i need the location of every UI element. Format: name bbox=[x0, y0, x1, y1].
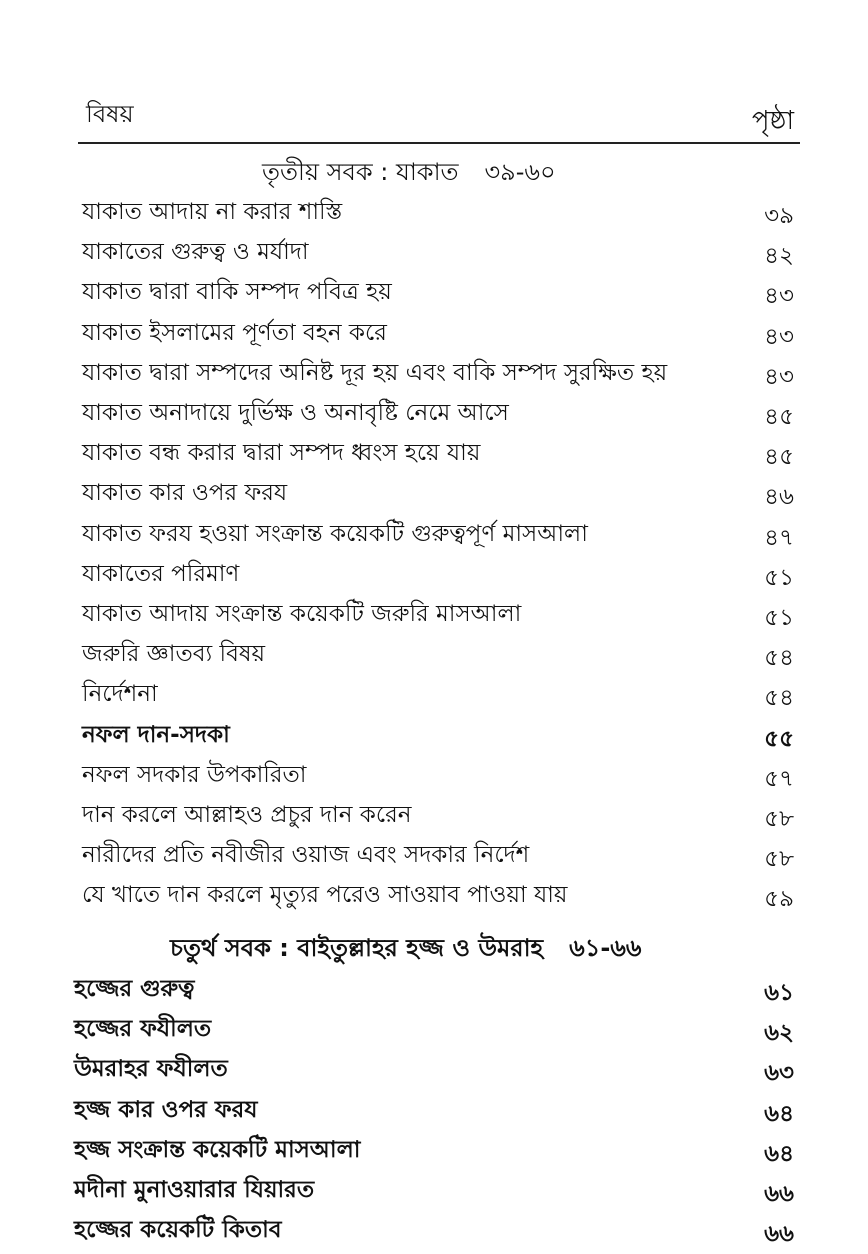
toc-entry-title: উমরাহর ফযীলত bbox=[74, 1056, 228, 1083]
toc-entry-page-number: ৫১ bbox=[764, 564, 794, 591]
toc-entry-title: যাকাত দ্বারা বাকি সম্পদ পবিত্র হয় bbox=[82, 279, 392, 306]
toc-entry-page-number: ৫৮ bbox=[764, 846, 794, 873]
toc-entry bbox=[0, 233, 868, 273]
toc-entry-title: যাকাতের পরিমাণ bbox=[82, 560, 240, 587]
section-heading-hajj bbox=[170, 930, 642, 970]
toc-entry-title: যাকাত কার ওপর ফরয bbox=[82, 480, 288, 507]
section-heading-zakat bbox=[262, 154, 556, 194]
toc-entry bbox=[0, 675, 868, 715]
toc-entry-title: হজ্জ সংক্রান্ত কয়েকটি মাসআলা bbox=[74, 1136, 361, 1163]
toc-entry-page-number: ৬১ bbox=[764, 980, 794, 1006]
toc-entry-page-number: ৪৩ bbox=[764, 323, 794, 350]
toc-entry bbox=[0, 314, 868, 354]
section-page-range: ৩৯-৬০ bbox=[484, 158, 556, 186]
toc-entry-page-number: ৪২ bbox=[764, 243, 794, 270]
toc-entry-title: হজ্জের কয়েকটি কিতাব bbox=[74, 1217, 282, 1244]
toc-entry-title: যাকাত আদায় সংক্রান্ত কয়েকটি জরুরি মাসআলা bbox=[82, 601, 522, 627]
toc-entry bbox=[0, 434, 868, 474]
toc-entry-title: যাকাতের গুরুত্ব ও মর্যাদা bbox=[82, 239, 309, 266]
toc-entry bbox=[0, 555, 868, 595]
toc-entry-page-number: ৫৪ bbox=[764, 645, 794, 672]
toc-entry-title: জরুরি জ্ঞাতব্য বিষয় bbox=[82, 641, 266, 668]
toc-entry-title: নারীদের প্রতি নবীজীর ওয়াজ এবং সদকার নির্দেশ bbox=[82, 842, 530, 869]
toc-entry bbox=[0, 1171, 868, 1211]
toc-entry-title: হজ্জের ফযীলত bbox=[74, 1016, 212, 1043]
topic-column-header: বিষয় bbox=[86, 100, 134, 128]
toc-entry-page-number: ৫৯ bbox=[764, 886, 794, 913]
toc-entry-title: যাকাত ইসলামের পূর্ণতা বহন করে bbox=[82, 319, 387, 346]
toc-entry-page-number: ৬৬ bbox=[764, 1181, 794, 1207]
toc-entry bbox=[0, 1091, 868, 1131]
toc-entry-title: নফল সদকার উপকারিতা bbox=[82, 761, 307, 788]
toc-entry-title: যাকাত আদায় না করার শাস্তি bbox=[82, 199, 343, 225]
toc-entry-page-number: ৬৪ bbox=[764, 1140, 794, 1167]
toc-entry-title: হজ্জ কার ওপর ফরয bbox=[74, 1096, 258, 1123]
toc-entry bbox=[0, 876, 868, 916]
toc-entry bbox=[0, 1131, 868, 1171]
toc-entry-page-number: ৪৫ bbox=[764, 404, 794, 430]
toc-entry-page-number: ৫৮ bbox=[764, 806, 794, 832]
toc-entry-title: নফল দান-সদকা bbox=[82, 721, 230, 748]
toc-entry-title: যাকাত দ্বারা সম্পদের অনিষ্ট দূর হয় এবং বাকি সম্পদ সুরক্ষিত হয় bbox=[82, 359, 668, 386]
toc-entry-title: যাকাত অনাদায়ে দুর্ভিক্ষ ও অনাবৃষ্টি নেমে আসে bbox=[82, 400, 509, 426]
toc-entry bbox=[0, 1010, 868, 1050]
section-page-range: ৬১-৬৬ bbox=[569, 934, 642, 962]
toc-entry-page-number: ৬২ bbox=[764, 1020, 794, 1047]
toc-entry bbox=[0, 193, 868, 233]
toc-entry bbox=[0, 970, 868, 1010]
header-divider bbox=[78, 142, 800, 144]
toc-entry bbox=[0, 1211, 868, 1251]
toc-entry bbox=[0, 474, 868, 514]
toc-entry-page-number: ৪৩ bbox=[764, 363, 794, 390]
section-title: চতুর্থ সবক : বাইতুল্লাহর হজ্জ ও উমরাহ bbox=[170, 934, 544, 962]
toc-entry-title: যে খাতে দান করলে মৃত্যুর পরেও সাওয়াব পাওয়া যায় bbox=[82, 882, 568, 909]
toc-entry bbox=[0, 1050, 868, 1090]
toc-entry-title: যাকাত ফরয হওয়া সংক্রান্ত কয়েকটি গুরুত্বপূর্ণ মাসআলা bbox=[82, 520, 588, 547]
toc-entry-page-number: ৬৬ bbox=[764, 1221, 794, 1248]
toc-entry-page-number: ৫৭ bbox=[764, 765, 794, 792]
toc-entry-page-number: ৪৫ bbox=[764, 444, 794, 471]
toc-entry-page-number: ৩৯ bbox=[764, 203, 794, 229]
toc-entry bbox=[0, 595, 868, 635]
toc-entry bbox=[0, 716, 868, 756]
toc-entry bbox=[0, 515, 868, 555]
toc-entry-title: দান করলে আল্লাহও প্রচুর দান করেন bbox=[82, 802, 412, 828]
toc-entry-page-number: ৫১ bbox=[764, 605, 794, 631]
toc-entry-title: যাকাত বন্ধ করার দ্বারা সম্পদ ধ্বংস হয়ে যায় bbox=[82, 440, 481, 467]
toc-entry-page-number: ৬৩ bbox=[764, 1060, 794, 1087]
toc-entry-title: মদীনা মুনাওয়ারার যিয়ারত bbox=[74, 1177, 315, 1203]
toc-entry-page-number: ৪৬ bbox=[764, 484, 794, 511]
toc-entry-title: হজ্জের গুরুত্ব bbox=[74, 976, 195, 1002]
toc-entry bbox=[0, 635, 868, 675]
toc-entry-page-number: ৬৪ bbox=[764, 1100, 794, 1127]
toc-entry bbox=[0, 394, 868, 434]
toc-entry-page-number: ৪৭ bbox=[764, 524, 794, 551]
toc-entry-page-number: ৫৫ bbox=[764, 725, 794, 752]
toc-entry bbox=[0, 756, 868, 796]
toc-entry bbox=[0, 273, 868, 313]
section-title: তৃতীয় সবক : যাকাত bbox=[262, 158, 459, 186]
toc-entry-page-number: ৫৪ bbox=[764, 685, 794, 712]
toc-entry bbox=[0, 796, 868, 836]
page-column-header: পৃষ্ঠা bbox=[751, 106, 794, 136]
toc-entry-title: নির্দেশনা bbox=[82, 681, 158, 708]
toc-entry bbox=[0, 836, 868, 876]
toc-entry bbox=[0, 354, 868, 394]
toc-entry-page-number: ৪৩ bbox=[764, 283, 794, 310]
